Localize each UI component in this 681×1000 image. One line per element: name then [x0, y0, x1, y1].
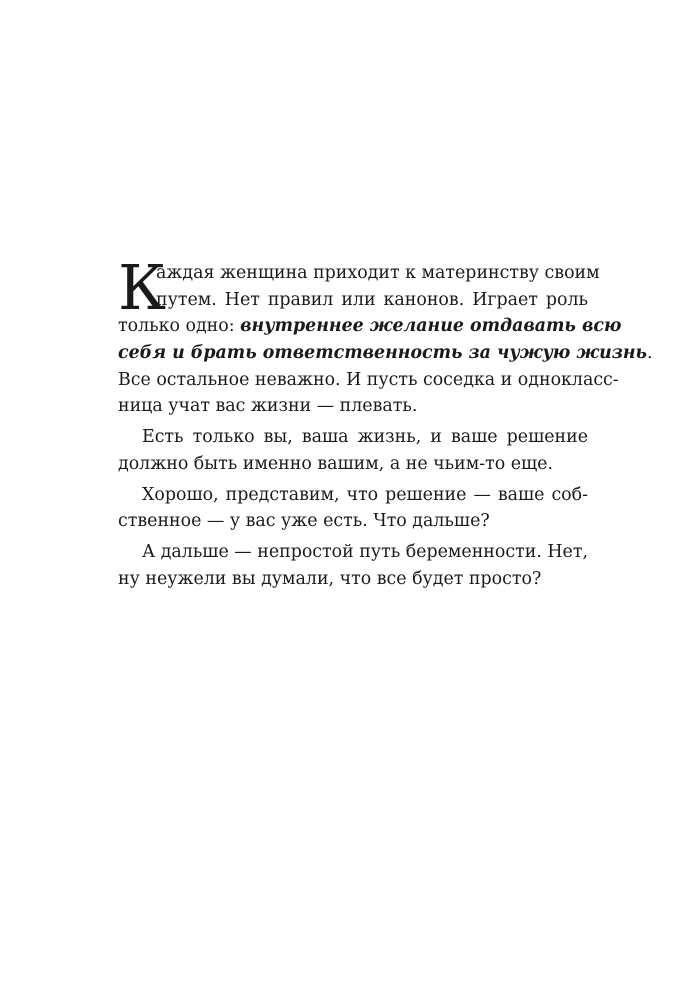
- text-line: Все остальное неважно. И пусть соседка и однокласс-: [118, 369, 619, 390]
- text-line: только одно: внутреннее желание отдавать всю: [118, 316, 622, 337]
- emphasis-text: внутреннее желание отдавать всю: [240, 316, 622, 337]
- text-line: ну неужели вы думали, что все будет просто?: [118, 568, 542, 589]
- text-line: Хорошо, представим, что решение — ваше соб-: [142, 484, 588, 505]
- paragraph-2: [118, 424, 588, 477]
- drop-cap-letter: К: [118, 251, 166, 324]
- paragraph-1: [118, 251, 653, 420]
- text-line: аждая женщина приходит к материнству своим: [156, 263, 600, 283]
- body-text: [118, 251, 653, 592]
- emphasis-text: себя и брать ответственность за чужую жизнь: [118, 343, 647, 364]
- text-line: себя и брать ответственность за чужую жизнь.: [118, 343, 653, 364]
- paragraph-3: [118, 482, 588, 535]
- text-line: ственное — у вас уже есть. Что дальше?: [118, 511, 490, 532]
- text-line: ница учат вас жизни — плевать.: [118, 396, 418, 417]
- paragraph-4: [118, 539, 588, 592]
- text-line: путем. Нет правил или канонов. Играет роль: [156, 289, 588, 310]
- text-line: А дальше — непростой путь беременности. Нет,: [142, 541, 588, 562]
- text-line: должно быть именно вашим, а не чьим-то еще.: [118, 453, 553, 474]
- text-line: Есть только вы, ваша жизнь, и ваше решение: [142, 427, 588, 448]
